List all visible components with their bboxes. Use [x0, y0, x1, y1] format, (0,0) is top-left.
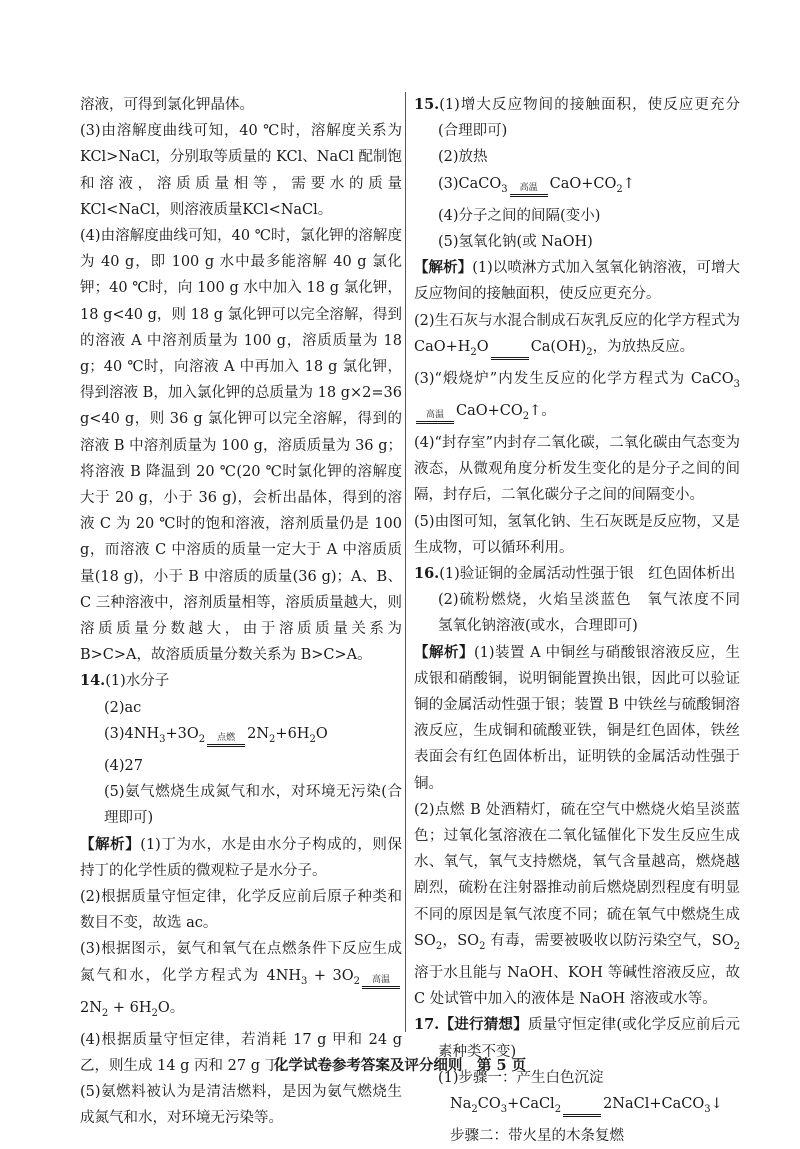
q17-eq-a: CO — [477, 1095, 501, 1112]
column-divider — [405, 92, 406, 1032]
q14-analysis-4: (4)根据质量守恒定律，若消耗 17 g 甲和 24 g 乙，则生成 14 g 丙和 27 g 丁。 — [80, 1031, 402, 1074]
q15-analysis-3-post: CaO+CO — [456, 402, 523, 419]
q15-analysis-3: (3)“煅烧炉”内发生反应的化学方程式为 CaCO$_3$ 高温 $CaO+CO_2↑$。 — [414, 366, 740, 430]
q14-number: 14. — [80, 672, 106, 690]
q15-analysis-tag: 【解析】 — [414, 259, 473, 277]
q14-a5: (5)氨气燃烧生成氮气和水，对环境无污染(合理即可) — [104, 784, 402, 827]
q14-a3-arrow — [207, 733, 245, 747]
q15-analysis-2-mid: O — [476, 338, 489, 355]
q15-a5: (5)氢氧化钠(或 NaOH) — [438, 233, 593, 250]
q16-a2: (2)硫粉燃烧，火焰呈淡蓝色 氧气浓度不同 氢氧化钠溶液(或水，合理即可) — [438, 592, 755, 635]
paragraph-l2: (3)由溶解度曲线可知，40 ℃时，溶解度关系为KCl>NaCl，分别取等质量的 KCl、NaCl 配制饱和溶液，溶质质量相等，需要水的质量 KCl<NaCl，则溶液质量KCl<NaCl。 — [80, 123, 402, 218]
q16-analysis-1 — [414, 640, 740, 797]
q14-analysis-1 — [80, 832, 402, 884]
q15-a3-arrow — [510, 183, 548, 197]
q14-analysis-3-post: 2N — [80, 999, 102, 1016]
q14-a3-mid: +3O — [165, 725, 199, 742]
q14-analysis-3-end: + 6H — [108, 999, 152, 1016]
q15-a2: (2)放热 — [438, 149, 488, 166]
q16-a1-text: (1)验证铜的金属活动性强于银 红色固体析出 — [439, 566, 736, 583]
q14-a3-cond: 点燃 — [217, 732, 236, 743]
paragraph-l3: (4)由溶解度曲线可知，40 ℃时，氯化钾的溶解度为 40 g，即 100 g 水中最多能溶解 40 g 氯化钾；40 ℃时，向 100 g 水中加入 18 g 氯化钾，18 g<40 g，则 18 g 氯化钾可以完全溶解，得到的溶液 A 中溶剂质量为 100 g，溶质质量为 18 g；40 ℃时，向溶液 A 中再加入 18 g 氯化钾，得到溶液 B，加入氯化钾的总质量为 18 g×2=36 g<40 g，则 36 g 氯化钾可以完全溶解，得到的溶液 B 中溶剂质量为 100 g，溶质质量为 36 g；将溶液 B 降温到 20 ℃(20 ℃时氯化钾的溶解度大于 20 g，小于 36 g)，会析出晶体，得到的溶液 C 为 20 ℃时的饱和溶液，溶剂质量仍是 100 g，而溶液 C 中溶质的质量一定大于 A 中溶质质量(18 g)，小于 B 中溶质的质量(36 g)；A、B、C 三种溶液中，溶剂质量相等，溶质质量越大，则溶质质量分数越大，由于溶质质量关系为 B>C>A，故溶质质量分数关系为 B>C>A。 — [80, 228, 402, 664]
q15-a3-tail: ↑ — [622, 175, 635, 192]
q15-analysis-2-tail: ，为放热反应。 — [592, 338, 695, 355]
q16-analysis-1-text: (1)装置 A 中铜丝与硝酸银溶液反应，生成银和硝酸铜，说明铜能置换出银，因此可以验证铜的金属活动性强于银；装置 B 中铁丝与硫酸铜溶液反应，生成铜和硫酸亚铁，铜是红色固体，铁丝表面会有红色固体析出，证明铁的金属活动性强于铜。 — [414, 644, 741, 792]
q14-a3: $(3)4NH_3+3O_2$ 点燃 $2N_2+6H_2O$ — [80, 721, 402, 753]
q16-a1 — [414, 561, 740, 587]
q15-analysis-5: (5)由图可知，氢氧化钠、生石灰既是反应物，又是生成物，可以循环利用。 — [414, 513, 740, 556]
q17-equation: $Na_2CO_3+CaCl_2$ 2NaCl+CaCO$_3$↓ — [414, 1091, 740, 1123]
q15-analysis-2-pre: (2)生石灰与水混合制成石灰乳反应的化学方程式为 CaO+H — [414, 312, 740, 355]
q17-eq-arrow — [563, 1103, 601, 1117]
q15-analysis-2-arrow — [491, 346, 529, 360]
q15-analysis-2-post: Ca(OH) — [530, 338, 587, 355]
right-column — [414, 92, 755, 1149]
q15-a3-cond: 高温 — [519, 182, 538, 193]
q14-analysis-3-pre: (3)根据图示，氨气和氧气在点燃条件下反应生成氮气和水，化学方程式为 4NH — [80, 941, 402, 984]
q14-analysis-3: (3)根据图示，氨气和氧气在点燃条件下反应生成氮气和水，化学方程式为 $4NH_3 + 3O_2$ 高温 $2N_2 + 6H_2O$。 — [80, 941, 402, 1019]
q15-a1 — [414, 92, 740, 144]
q15-analysis-3-arrow — [416, 410, 454, 424]
q15-analysis-3-pre: (3)“煅烧炉”内发生反应的化学方程式为 CaCO — [414, 370, 734, 387]
q14-analysis-3-mid: + 3O — [307, 967, 354, 984]
paragraph-l1: 溶液，可得到氯化钾晶体。 — [80, 97, 254, 113]
question-17 — [414, 1012, 740, 1149]
q16-analysis-tag: 【解析】 — [414, 643, 474, 661]
q16-analysis-2: (2)点燃 B 处酒精灯，硫在空气中燃烧火焰呈淡蓝色；过氧化氢溶液在二氧化锰催化下发生反应生成水、氧气，氧气支持燃烧，氧气含量越高，燃烧越剧烈，硫粉在注射器推动前后燃烧剧烈程度有明显不同的原因是氧气浓度不同；硫在氧气中燃烧生成 $SO_2$，$SO_2$ 有毒，需要被吸收以防污染空气，$SO_2$溶于水且能与 NaOH、KOH 等碱性溶液反应，故 C 处试管中加入的液体是 NaOH 溶液或水等。 — [414, 801, 740, 1008]
question-15 — [414, 92, 740, 561]
q16-analysis-2-post: 溶于水且能与 NaOH、KOH 等碱性溶液反应，故 C 处试管中加入的液体是 NaOH 溶液或水等。 — [414, 964, 740, 1008]
q17-number: 17. — [414, 1016, 440, 1034]
q14-a2: (2)ac — [104, 699, 142, 716]
q14-analysis-2: (2)根据质量守恒定律，化学反应前后原子种类和数目不变，故选 ac。 — [80, 888, 402, 932]
q14-analysis-tag: 【解析】 — [80, 835, 141, 853]
q14-analysis-3-tail: O。 — [157, 999, 185, 1016]
q15-analysis-1-text: (1)以喷淋方式加入氢氧化钠溶液，可增大反应物间的接触面积，使反应更充分。 — [414, 260, 740, 303]
left-column — [80, 92, 402, 1132]
question-16 — [414, 561, 755, 1012]
q17-eq-post: 2NaCl+CaCO — [603, 1095, 705, 1112]
q16-number: 16. — [414, 565, 440, 583]
q15-number: 15. — [414, 96, 440, 113]
q15-a3: (3)CaCO$_3$ 高温 $CaO+CO_2↑$ — [414, 171, 740, 203]
q14-a3-tail: O — [315, 725, 328, 742]
q15-a1-text: (1)增大反应物间的接触面积，使反应更充分(合理即可) — [438, 97, 740, 140]
q17-step1: (1)步骤一：产生白色沉淀 — [438, 1069, 604, 1086]
q16-analysis-2-mid: ，SO — [442, 932, 480, 949]
q16-analysis-2-pre: (2)点燃 B 处酒精灯，硫在空气中燃烧火焰呈淡蓝色；过氧化氢溶液在二氧化锰催化下发生反应生成水、氧气，氧气支持燃烧，氧气含量越高，燃烧越剧烈，硫粉在注射器推动前后燃烧剧烈程度有明显不同的原因是氧气浓度不同；硫在氧气中燃烧生成 SO — [414, 801, 740, 949]
q14-analysis-5: (5)氨燃料被认为是清洁燃料，是因为氨气燃烧生成氮气和水，对环境无污染等。 — [80, 1084, 402, 1127]
q17-step2: 步骤二：带火星的木条复燃 — [450, 1128, 624, 1145]
q15-analysis-3-cond: 高温 — [425, 409, 444, 420]
q17-guess-text: 质量守恒定律(或化学反应前后元素种类不变) — [438, 1017, 740, 1060]
q15-analysis-2: (2)生石灰与水混合制成石灰乳反应的化学方程式为 $CaO+H_2O$ $Ca(OH)_2$，为放热反应。 — [414, 308, 740, 366]
q14-a1-text: (1)水分子 — [105, 673, 170, 690]
page-footer: 化学试卷参考答案及评分细则 第 5 页 — [273, 1057, 527, 1074]
q15-analysis-1 — [414, 255, 740, 307]
q14-analysis-3-cond: 高温 — [372, 974, 391, 985]
q14-analysis-3-arrow — [362, 975, 400, 989]
q14-a3-end: +6H — [275, 725, 310, 742]
q15-a3-post: CaO+CO — [549, 175, 617, 192]
q15-analysis-4: (4)“封存室”内封存二氧化碳，二氧化碳由气态变为液态，从微观角度分析发生变化的是分子之间的间隔，封存后，二氧化碳分子之间的间隔变小。 — [414, 435, 740, 504]
q15-a3-pre: (3)CaCO — [438, 175, 502, 192]
q14-a3-post: 2N — [247, 725, 270, 742]
q14-analysis-1-text: (1)丁为水，水是由水分子构成的，则保持丁的化学性质的微观粒子是水分子。 — [80, 836, 402, 879]
q14-a4: (4)27 — [104, 757, 143, 774]
q15-a4: (4)分子之间的间隔(变小) — [438, 207, 601, 224]
q17-eq-tail: ↓ — [710, 1095, 723, 1112]
q14-a1 — [80, 668, 402, 694]
q15-analysis-3-tail: ↑。 — [529, 402, 556, 419]
q17-eq-b: +CaCl — [507, 1095, 555, 1112]
q17-eq-pre: Na — [450, 1095, 472, 1112]
q16-analysis-2-mid2: 有毒，需要被吸收以防污染空气，SO — [485, 932, 734, 949]
q14-a3-pre: (3)4NH — [104, 725, 160, 742]
q17-tag: 【进行猜想】 — [439, 1016, 528, 1034]
